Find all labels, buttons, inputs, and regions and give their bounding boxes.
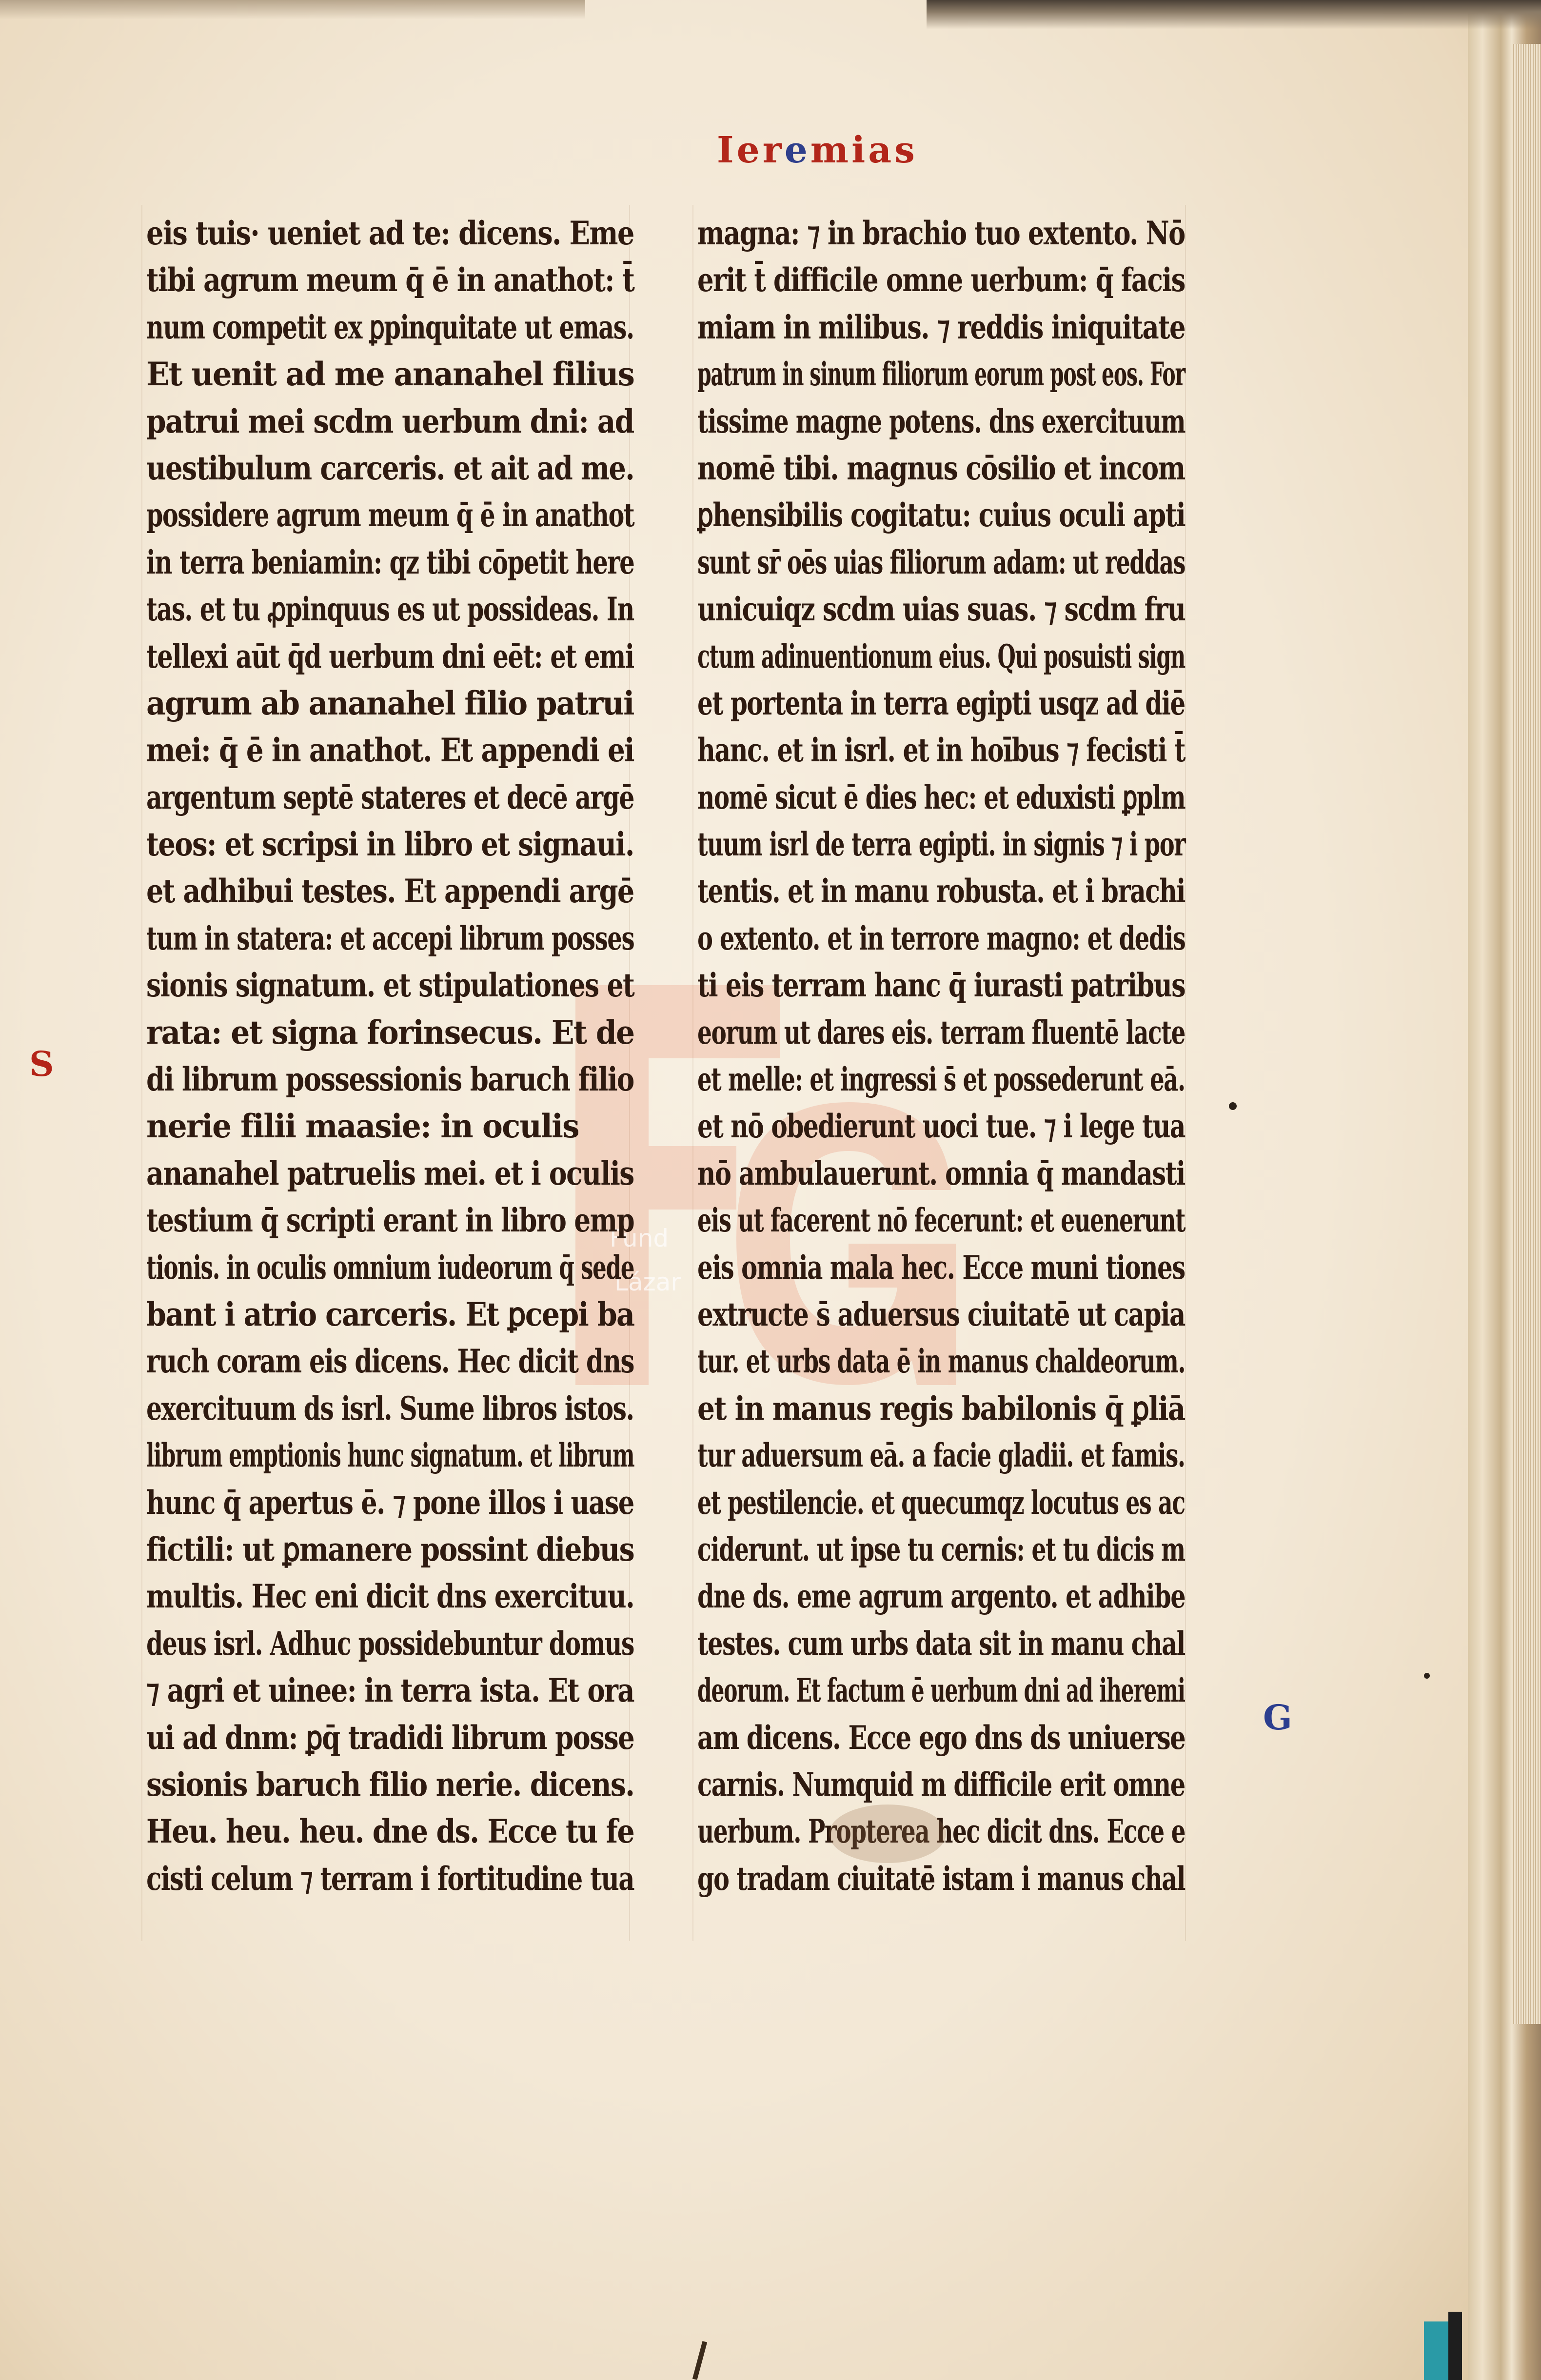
text-line: Heu. heu. heu. dne ds. Ecce tu fe <box>146 1812 634 1851</box>
text-line: tum in statera: et accepi librum posses <box>146 919 634 957</box>
ink-spot <box>1229 1102 1237 1110</box>
margin-initial-left: S <box>29 1044 54 1084</box>
text-line: ctum adinuentionum eius. Qui posuisti sign <box>697 637 1185 675</box>
text-line: librum emptionis hunc signatum. et librum <box>146 1436 634 1475</box>
text-line: et nō obedierunt uoci tue. ⁊ i lege tua <box>697 1107 1185 1146</box>
text-line: rata: et signa forinsecus. Et de <box>146 1013 634 1051</box>
running-head-part1: Ier <box>717 129 785 171</box>
text-line: nomē sicut ē dies hec: et eduxisti ꝑplm <box>697 778 1185 816</box>
text-line: am dicens. Ecce ego dns ds uniuerse <box>697 1718 1185 1757</box>
watermark-text-2: Lázar <box>614 1268 681 1296</box>
text-line: Et uenit ad me ananahel filius <box>146 355 634 394</box>
text-line: ssionis baruch filio nerie. dicens. <box>146 1765 634 1804</box>
text-line: ti eis terram hanc q̄ iurasti patribus <box>697 966 1185 1005</box>
text-line: erit t̄ difficile omne uerbum: q̄ facis <box>697 261 1185 299</box>
text-line: ruch coram eis dicens. Hec dicit dns <box>146 1342 634 1381</box>
binding-top-edge <box>927 0 1541 29</box>
text-line: ⁊ agri et uinee: in terra ista. Et ora <box>146 1671 634 1710</box>
running-head <box>717 129 918 171</box>
text-line: multis. Hec eni dicit dns exercituu. <box>146 1577 634 1616</box>
text-line: ananahel patruelis mei. et i oculis <box>146 1154 634 1192</box>
text-line: teos: et scripsi in libro et signaui. <box>146 825 634 864</box>
text-line: eis tuis· ueniet ad te: dicens. Eme <box>146 214 634 252</box>
text-line: tentis. et in manu robusta. et i brachi <box>697 872 1185 911</box>
text-line: in terra beniamin: qz tibi cōpetit here <box>146 543 634 581</box>
text-line: tur. et urbs data ē in manus chaldeorum. <box>697 1342 1185 1381</box>
text-line: uestibulum carceris. et ait ad me. <box>146 449 634 487</box>
text-line: tibi agrum meum q̄ ē in anathot: t̄ <box>146 261 634 299</box>
text-line: eis omnia mala hec. Ecce muni tiones <box>697 1248 1185 1287</box>
text-line: exercituum ds isrl. Sume libros istos. <box>146 1389 634 1428</box>
text-line: dne ds. eme agrum argento. et adhibe <box>697 1577 1185 1616</box>
text-line: et in manus regis babilonis q̄ ꝑliā <box>697 1389 1185 1428</box>
text-line: ꝑhensibilis cogitatu: cuius oculi apti <box>697 496 1185 535</box>
text-line: tionis. in oculis omnium iudeorum q̄ sede <box>146 1248 634 1287</box>
text-line: fictili: ut ꝑmanere possint diebus <box>146 1530 634 1568</box>
text-line: nomē tibi. magnus cōsilio et incom <box>697 449 1185 487</box>
text-line: di librum possessionis baruch filio <box>146 1060 634 1099</box>
margin-initial-right: G <box>1263 1697 1292 1738</box>
ruling-line <box>141 205 142 1941</box>
text-line: et melle: et ingressi s̄ et possederunt eā. <box>697 1060 1185 1099</box>
text-line: ui ad dnm: ꝑq̄ tradidi librum posse <box>146 1718 634 1757</box>
text-line: nerie filii maasie: in oculis <box>146 1107 579 1146</box>
text-line: tuum isrl de terra egipti. in signis ⁊ i por <box>697 825 1185 864</box>
text-line: hunc q̄ apertus ē. ⁊ pone illos i uase <box>146 1483 634 1522</box>
text-line: cisti celum ⁊ terram i fortitudine tua <box>146 1859 634 1898</box>
text-line: magna: ⁊ in brachio tuo extento. Nō <box>697 214 1185 252</box>
bookmark-strap <box>1448 2312 1462 2380</box>
text-line: eorum ut dares eis. terram fluentē lacte <box>697 1013 1185 1051</box>
text-line: hanc. et in isrl. et in hoībus ⁊ fecisti t̄ <box>697 731 1185 770</box>
text-line: et pestilencie. et quecumqz locutus es ac <box>697 1483 1185 1522</box>
text-line: eis ut facerent nō fecerunt: et euenerunt <box>697 1201 1185 1240</box>
text-line: sunt sr̄ oēs uias filiorum adam: ut reddas <box>697 543 1185 581</box>
right-text-column <box>697 210 1209 1902</box>
text-line: nō ambulauerunt. omnia q̄ mandasti <box>697 1154 1185 1192</box>
text-line: patrui mei scdm uerbum dni: ad <box>146 402 634 440</box>
text-line: carnis. Numquid m difficile erit omne <box>697 1765 1185 1804</box>
text-line: tellexi aūt q̄d uerbum dni eēt: et emi <box>146 637 634 675</box>
text-line: tissime magne potens. dns exercituum <box>697 402 1185 440</box>
text-line: et portenta in terra egipti usqz ad diē <box>697 684 1185 722</box>
text-line: tas. et tu ꝓpinquus es ut possideas. In <box>146 590 634 629</box>
text-line: uerbum. Propterea hec dicit dns. Ecce e <box>697 1812 1185 1851</box>
page-edges <box>1512 44 1541 2024</box>
text-line: testes. cum urbs data sit in manu chal <box>697 1624 1185 1663</box>
text-line: ciderunt. ut ipse tu cernis: et tu dicis m <box>697 1530 1185 1568</box>
text-line: mei: q̄ ē in anathot. Et appendi ei <box>146 731 634 770</box>
running-head-part3: mias <box>810 129 918 171</box>
text-line: bant i atrio carceris. Et ꝑcepi ba <box>146 1295 634 1333</box>
text-line: patrum in sinum filiorum eorum post eos. For <box>697 355 1185 394</box>
watermark-text-1: Fund <box>610 1224 669 1252</box>
text-line: go tradam ciuitatē istam i manus chal <box>697 1859 1185 1898</box>
left-text-column <box>146 210 658 1902</box>
text-line: deus isrl. Adhuc possidebuntur domus <box>146 1624 634 1663</box>
text-line: testium q̄ scripti erant in libro emp <box>146 1201 634 1240</box>
text-line: unicuiqz scdm uias suas. ⁊ scdm fru <box>697 590 1185 629</box>
text-line: miam in milibus. ⁊ reddis iniquitate <box>697 308 1185 346</box>
text-line: agrum ab ananahel filio patrui <box>146 684 634 722</box>
text-line: o extento. et in terrore magno: et dedis <box>697 919 1185 957</box>
running-head-part2: e <box>784 129 810 171</box>
text-line: tur aduersum eā. a facie gladii. et famis. <box>697 1436 1185 1475</box>
ink-spot <box>1424 1673 1430 1679</box>
text-line: et adhibui testes. Et appendi argē <box>146 872 634 911</box>
text-line: argentum septē stateres et decē argē <box>146 778 634 816</box>
text-line: num competit ex ꝑpinquitate ut emas. <box>146 308 634 346</box>
text-line: extructe s̄ aduersus ciuitatē ut capia <box>697 1295 1185 1333</box>
text-line: possidere agrum meum q̄ ē in anathot <box>146 496 634 535</box>
text-line: deorum. Et factum ē uerbum dni ad iheremi <box>697 1671 1185 1710</box>
text-line: sionis signatum. et stipulationes et <box>146 966 634 1005</box>
page-top-shadow <box>0 0 585 20</box>
stain <box>829 1805 946 1863</box>
